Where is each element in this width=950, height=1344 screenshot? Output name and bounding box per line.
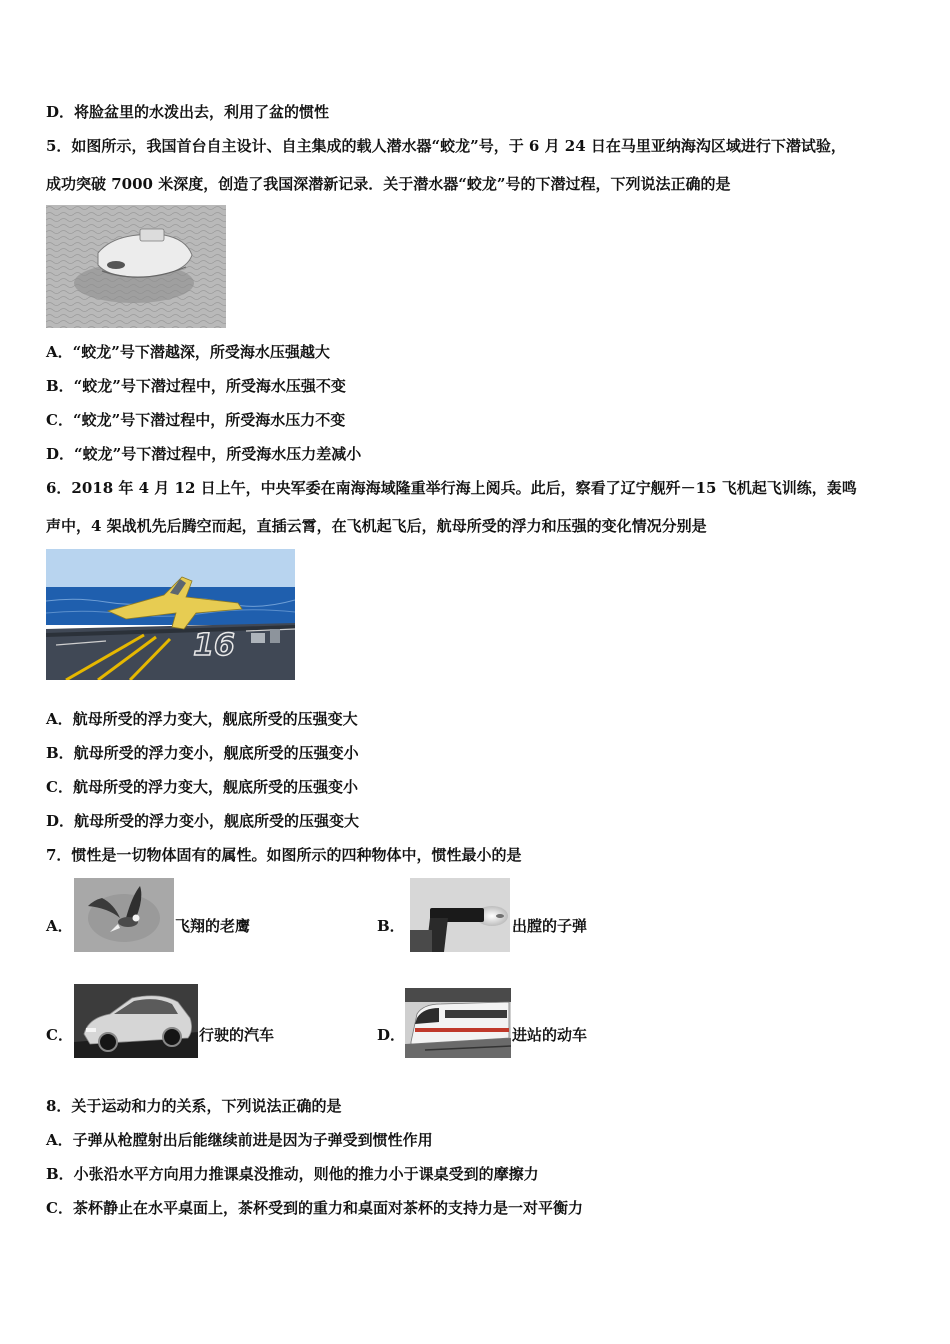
q5-option-d: D．“蛟龙”号下潜过程中，所受海水压力差减小 [46, 445, 362, 463]
q6-stem-line2: 声中，4 架战机先后腾空而起，直插云霄，在飞机起飞后，航母所受的浮力和压强的变化情况分别是 [46, 517, 707, 535]
gun-bullet-photo [410, 878, 510, 952]
q8-option-b: B．小张沿水平方向用力推课桌没推动，则他的推力小于课桌受到的摩擦力 [46, 1165, 539, 1183]
submersible-photo [46, 205, 226, 328]
q6-option-d: D．航母所受的浮力变小，舰底所受的压强变大 [46, 812, 360, 830]
train-photo [405, 988, 511, 1058]
q4-option-d: D．将脸盆里的水泼出去，利用了盆的惯性 [46, 103, 330, 121]
q5-stem-line2: 成功突破 7000 米深度，创造了我国深潜新记录．关于潜水器“蛟龙”号的下潜过程，下列说法正确的是 [46, 175, 731, 193]
q7-option-d-text: 进站的动车 [512, 1026, 588, 1044]
q8-stem: 8．关于运动和力的关系，下列说法正确的是 [46, 1097, 342, 1115]
q7-option-c-letter: C． [46, 1026, 73, 1044]
car-photo [74, 984, 198, 1058]
q5-stem-line1: 5．如图所示，我国首台自主设计、自主集成的载人潜水器“蛟龙”号，于 6 月 24 日在马里亚纳海沟区域进行下潜试验， [46, 137, 846, 155]
q6-option-b: B．航母所受的浮力变小，舰底所受的压强变小 [46, 744, 359, 762]
q7-option-b-text: 出膛的子弹 [512, 917, 588, 935]
q5-option-b: B．“蛟龙”号下潜过程中，所受海水压强不变 [46, 377, 346, 395]
deck-number: 16 [193, 628, 235, 663]
carrier-takeoff-photo [46, 549, 295, 680]
q6-option-a: A．航母所受的浮力变大，舰底所受的压强变大 [46, 710, 358, 728]
q7-option-d-letter: D． [377, 1026, 406, 1044]
q8-option-a: A．子弹从枪膛射出后能继续前进是因为子弹受到惯性作用 [46, 1131, 433, 1149]
q7-option-a-text: 飞翔的老鹰 [175, 917, 251, 935]
eagle-photo [74, 878, 174, 952]
q7-option-c-text: 行驶的汽车 [199, 1026, 275, 1044]
q7-stem: 7．惯性是一切物体固有的属性。如图所示的四种物体中，惯性最小的是 [46, 846, 522, 864]
q8-option-c: C．茶杯静止在水平桌面上，茶杯受到的重力和桌面对茶杯的支持力是一对平衡力 [46, 1199, 583, 1217]
q6-option-c: C．航母所受的浮力变大，舰底所受的压强变小 [46, 778, 358, 796]
q5-option-a: A．“蛟龙”号下潜越深，所受海水压强越大 [46, 343, 330, 361]
q7-option-a-letter: A． [46, 917, 73, 935]
q5-option-c: C．“蛟龙”号下潜过程中，所受海水压力不变 [46, 411, 346, 429]
q6-stem-line1: 6．2018 年 4 月 12 日上午，中央军委在南海海域隆重举行海上阅兵。此后，察看了辽宁舰歼－15 飞机起飞训练，轰鸣 [46, 479, 857, 497]
q7-option-b-letter: B． [377, 917, 405, 935]
